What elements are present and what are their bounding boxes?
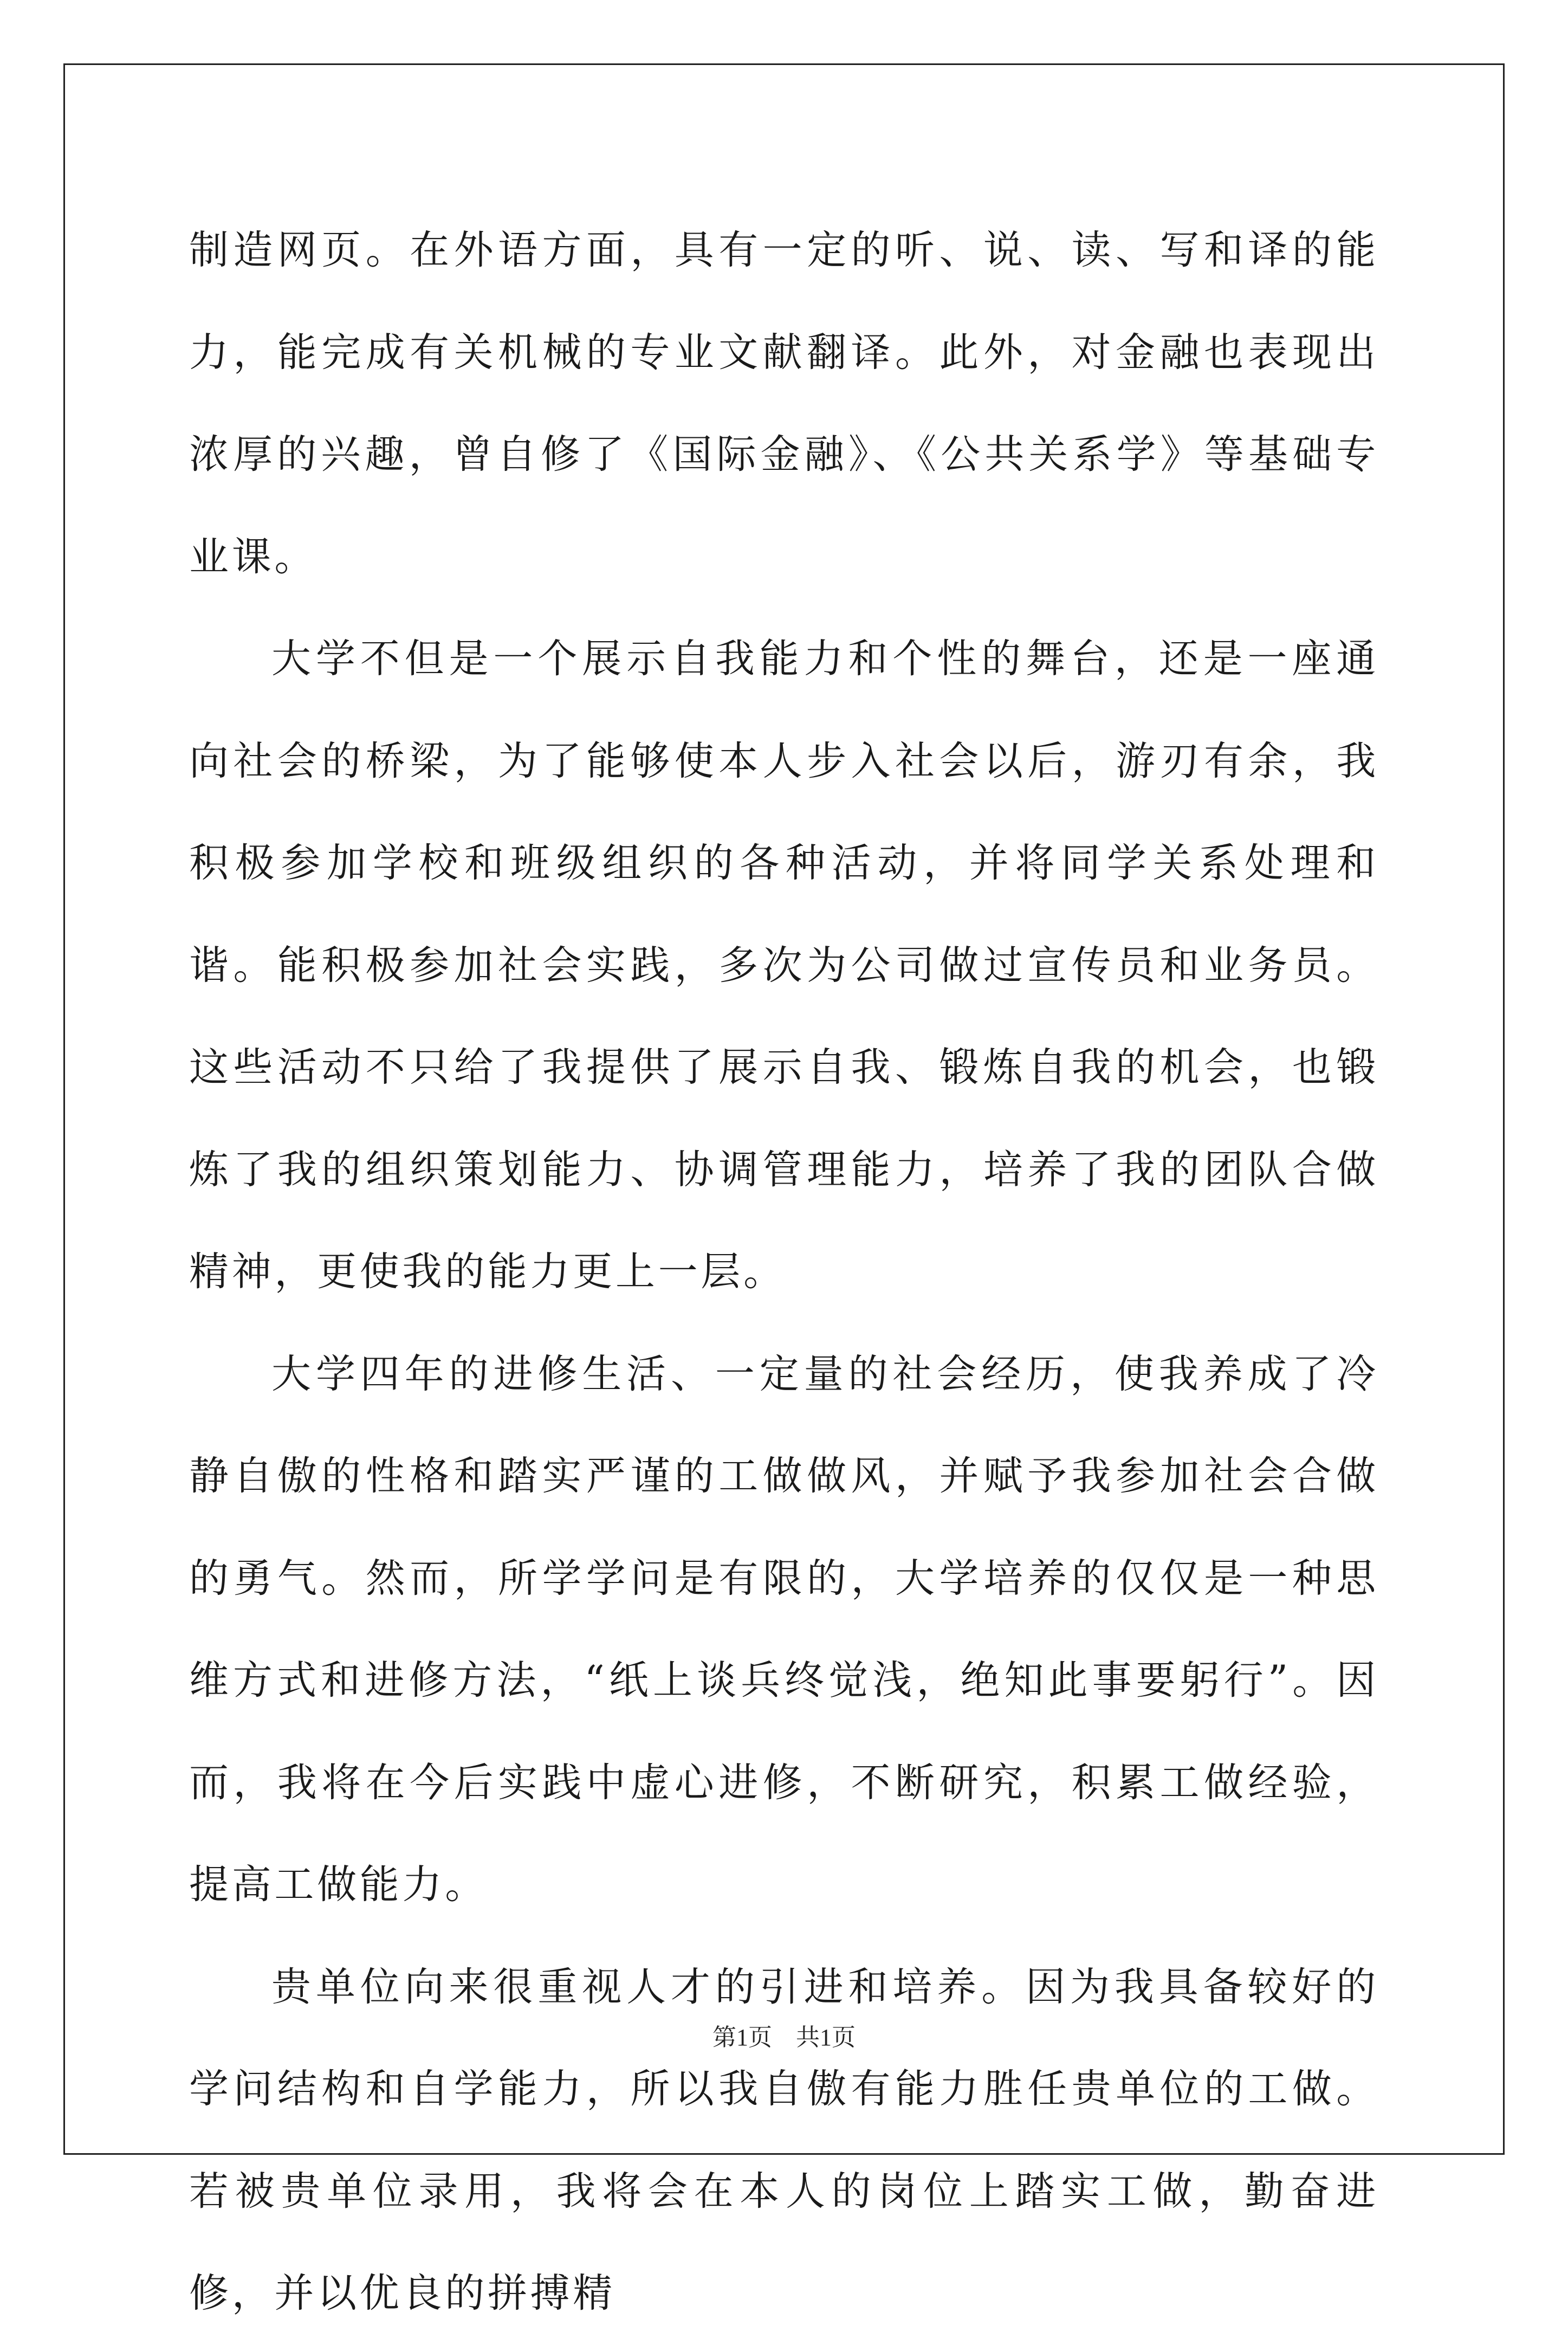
paragraph-4: 贵单位向来很重视人才的引进和培养。因为我具备较好的学问结构和自学能力，所以我自傲有能力胜任贵单位的工做。若被贵单位录用，我将会在本人的岗位上踏实工做，勤奋进修，并以优良的拼搏精: [189, 1963, 1379, 2316]
paragraph-1: 制造网页。在外语方面，具有一定的听、说、读、写和译的能力，能完成有关机械的专业文献翻译。此外，对金融也表现出浓厚的兴趣，曾自修了《国际金融》、《公共关系学》等基础专业课。: [189, 227, 1379, 580]
page-number-footer: 第1页 共1页: [712, 2024, 856, 2051]
paragraph-2: 大学不但是一个展示自我能力和个性的舞台，还是一座通向社会的桥梁，为了能够使本人步入社会以后，游刃有余，我积极参加学校和班级组织的各种活动，并将同学关系处理和谐。能积极参加社会实践，多次为公司做过宣传员和业务员。这些活动不只给了我提供了展示自我、锻炼自我的机会，也锻炼了我的组织策划能力、协调管理能力，培养了我的团队合做精神，更使我的能力更上一层。: [189, 636, 1379, 1295]
paragraph-3: 大学四年的进修生活、一定量的社会经历，使我养成了冷静自傲的性格和踏实严谨的工做做风，并赋予我参加社会合做的勇气。然而，所学学问是有限的，大学培养的仅仅是一种思维方式和进修方法，“纸上谈兵终觉浅，绝知此事要躬行”。因而，我将在今后实践中虚心进修，不断研究，积累工做经验，提高工做能力。: [189, 1351, 1379, 1908]
